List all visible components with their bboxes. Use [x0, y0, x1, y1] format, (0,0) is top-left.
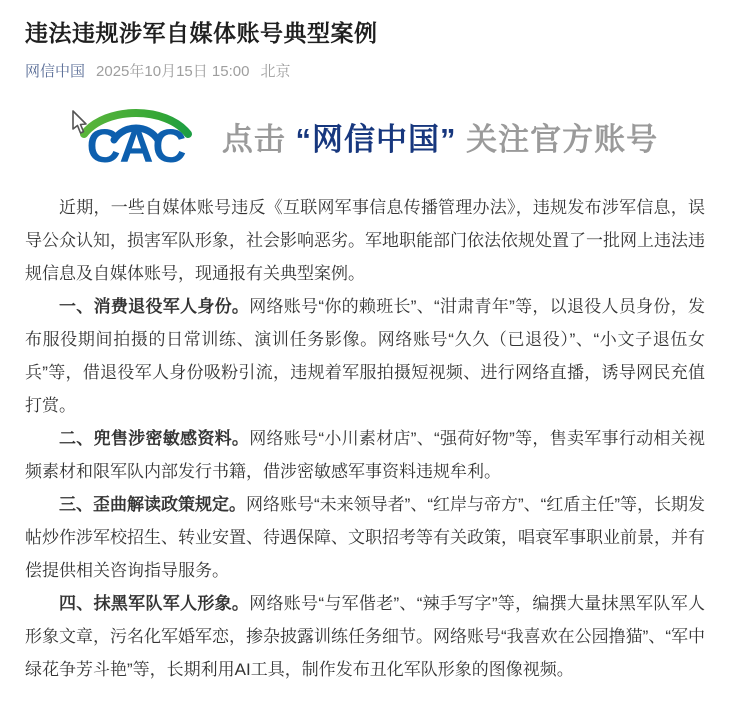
page-title: 违法违规涉军自媒体账号典型案例 — [25, 20, 378, 46]
case-heading-1: 一、消费退役军人身份。 — [59, 297, 250, 316]
banner-text-suffix: 关注官方账号 — [466, 121, 659, 157]
article-body — [25, 191, 705, 686]
publish-date: 2025年10月15日 15:00 — [96, 63, 250, 80]
case-text-4: 网络账号“与军偕老”、“辣手写字”等，编撰大量抹黑军队军人形象文章，污名化军婚军恋，掺杂披露训练任务细节。网络账号“我喜欢在公园撸猫”、“军中绿花争芳斗艳”等，长期利用AI工具，制作发布丑化军队形象的图像视频。 — [25, 594, 705, 679]
intro-paragraph-text: 近期，一些自媒体账号违反《互联网军事信息传播管理办法》，违规发布涉军信息，误导公众认知，损害军队形象，社会影响恶劣。军地职能部门依法依规处置了一批网上违法违规信息及自媒体账号，现通报有关典型案例。 — [25, 198, 705, 283]
article-meta — [25, 62, 705, 82]
case-paragraph-2 — [25, 422, 705, 488]
case-text-3: 网络账号“未来领导者”、“红岸与帝方”、“红盾主任”等，长期发帖炒作涉军校招生、转业安置、待遇保障、文职招考等有关政策，唱衰军事职业前景，并有偿提供相关咨询指导服务。 — [25, 495, 706, 580]
case-text-2: 网络账号“小川素材店”、“强荷好物”等，售卖军事行动相关视频素材和限军队内部发行书籍，借涉密敏感军事资料违规牟利。 — [25, 429, 705, 481]
case-paragraph-4 — [25, 587, 705, 686]
intro-paragraph — [25, 191, 705, 290]
cac-logo — [72, 104, 200, 168]
case-heading-2: 二、兜售涉密敏感资料。 — [59, 429, 250, 448]
case-text-1: 网络账号“你的赖班长”、“泔肃青年”等，以退役人员身份，发布服役期间拍摄的日常训练、演训任务影像。网络账号“久久（已退役）”、“小文子退伍女兵”等，借退役军人身份吸粉引流，违规着军服拍摄短视频、进行网络直播，诱导网民充值打赏。 — [25, 297, 705, 415]
follow-account-banner[interactable] — [25, 102, 705, 170]
source-account-link[interactable]: 网信中国 — [25, 63, 86, 80]
case-paragraph-3 — [25, 488, 705, 587]
banner-text-prefix: 点击 — [221, 121, 286, 157]
case-heading-3: 三、歪曲解读政策规定。 — [59, 495, 247, 514]
cac-logo-text: CAC — [86, 119, 186, 168]
follow-banner-text — [222, 114, 658, 159]
banner-text-highlight: “网信中国” — [295, 121, 457, 157]
case-heading-4: 四、抹黑军队军人形象。 — [59, 594, 250, 613]
case-paragraph-1 — [25, 290, 705, 422]
publish-location: 北京 — [260, 63, 291, 80]
